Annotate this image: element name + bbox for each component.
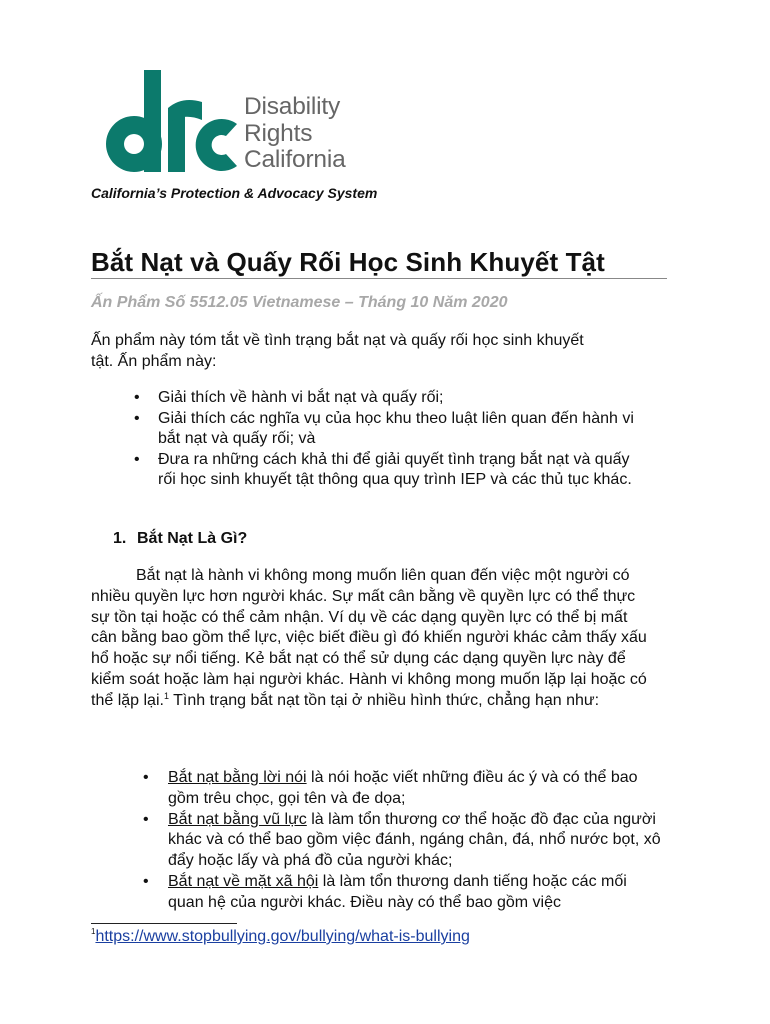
footnote <box>91 928 470 946</box>
tagline: California’s Protection & Advocacy System <box>91 185 378 201</box>
definition: là nói hoặc viết những điều ác ý và có thể bao gồm trêu chọc, gọi tên và đe dọa; <box>168 769 638 807</box>
footnote-reference[interactable]: 1 <box>163 690 169 701</box>
term: Bắt nạt bằng lời nói <box>168 769 307 786</box>
term: Bắt nạt về mặt xã hội <box>168 872 319 890</box>
footnote-marker: 1 <box>91 927 96 936</box>
list-item <box>143 872 663 914</box>
definition: là làm tổn thương danh tiếng hoặc các mối quan hệ của người khác. Điều này có thể bao gồm việc <box>168 872 627 911</box>
list-item: • Giải thích về hành vi bắt nạt và quấy rối; <box>134 388 634 409</box>
section-heading <box>113 530 247 548</box>
paragraph-text: Bắt nạt là hành vi không mong muốn liên quan đến việc một người có nhiều quyền lực hơn người khác. Sự mất cân bằng về quyền lực có thể thực sự tồn tại hoặc có thể cảm nhận. Ví dụ về các dạng quyền lực có thể bị mất cân bằng bao gồm thể lực, việc biết điều gì đó khiến người khác cảm thấy xấu hổ hoặc sự nổi tiếng. Kẻ bắt nạt có thể sử dụng các dạng quyền lực này để kiểm soát hoặc làm hại người khác. Hành vi không mong muốn lặp lại hoặc có thể lặp lại. <box>91 567 647 709</box>
list-item <box>143 768 663 810</box>
body-paragraph <box>91 566 651 712</box>
document-title: Bắt Nạt và Quấy Rối Học Sinh Khuyết Tật <box>91 246 667 279</box>
logo-word: Rights <box>244 119 313 147</box>
definition: là làm tổn thương cơ thể hoặc đồ đạc của người khác và có thể bao gồm việc đánh, ngáng chân, đá, nhổ nước bọt, xô đẩy hoặc lấy và phá đồ của người khác; <box>168 810 661 870</box>
section-number: 1. <box>113 530 127 547</box>
section-title: Bắt Nạt Là Gì? <box>137 530 248 547</box>
bullying-types-list <box>143 768 663 914</box>
list-item: • Đưa ra những cách khả thi để giải quyết tình trạng bắt nạt và quấy rối học sinh khuyết tật thông qua quy trình IEP và các thủ tục khác. <box>134 450 634 491</box>
intro-paragraph: Ấn phẩm này tóm tắt về tình trạng bắt nạt và quấy rối học sinh khuyết tật. Ấn phẩm này: <box>91 332 584 370</box>
logo-wordmark <box>244 94 346 174</box>
publication-number: Ấn Phẩm Số 5512.05 Vietnamese – Tháng 10 Năm 2020 <box>91 294 508 311</box>
logo-word: Disability <box>244 93 341 120</box>
intro-bullet-list <box>134 388 634 491</box>
list-item: • Giải thích các nghĩa vụ của học khu theo luật liên quan đến hành vi bắt nạt và quấy rối; và <box>134 409 634 450</box>
paragraph-text: Tình trạng bắt nạt tồn tại ở nhiều hình thức, chẳng hạn như: <box>168 691 600 709</box>
list-item <box>143 810 663 872</box>
logo-word: California <box>244 146 346 173</box>
footnote-link[interactable]: https://www.stopbullying.gov/bullying/what-is-bullying <box>95 928 470 945</box>
drc-logo-mark <box>90 68 240 180</box>
term: Bắt nạt bằng vũ lực <box>168 810 307 828</box>
footnote-divider <box>91 923 237 924</box>
